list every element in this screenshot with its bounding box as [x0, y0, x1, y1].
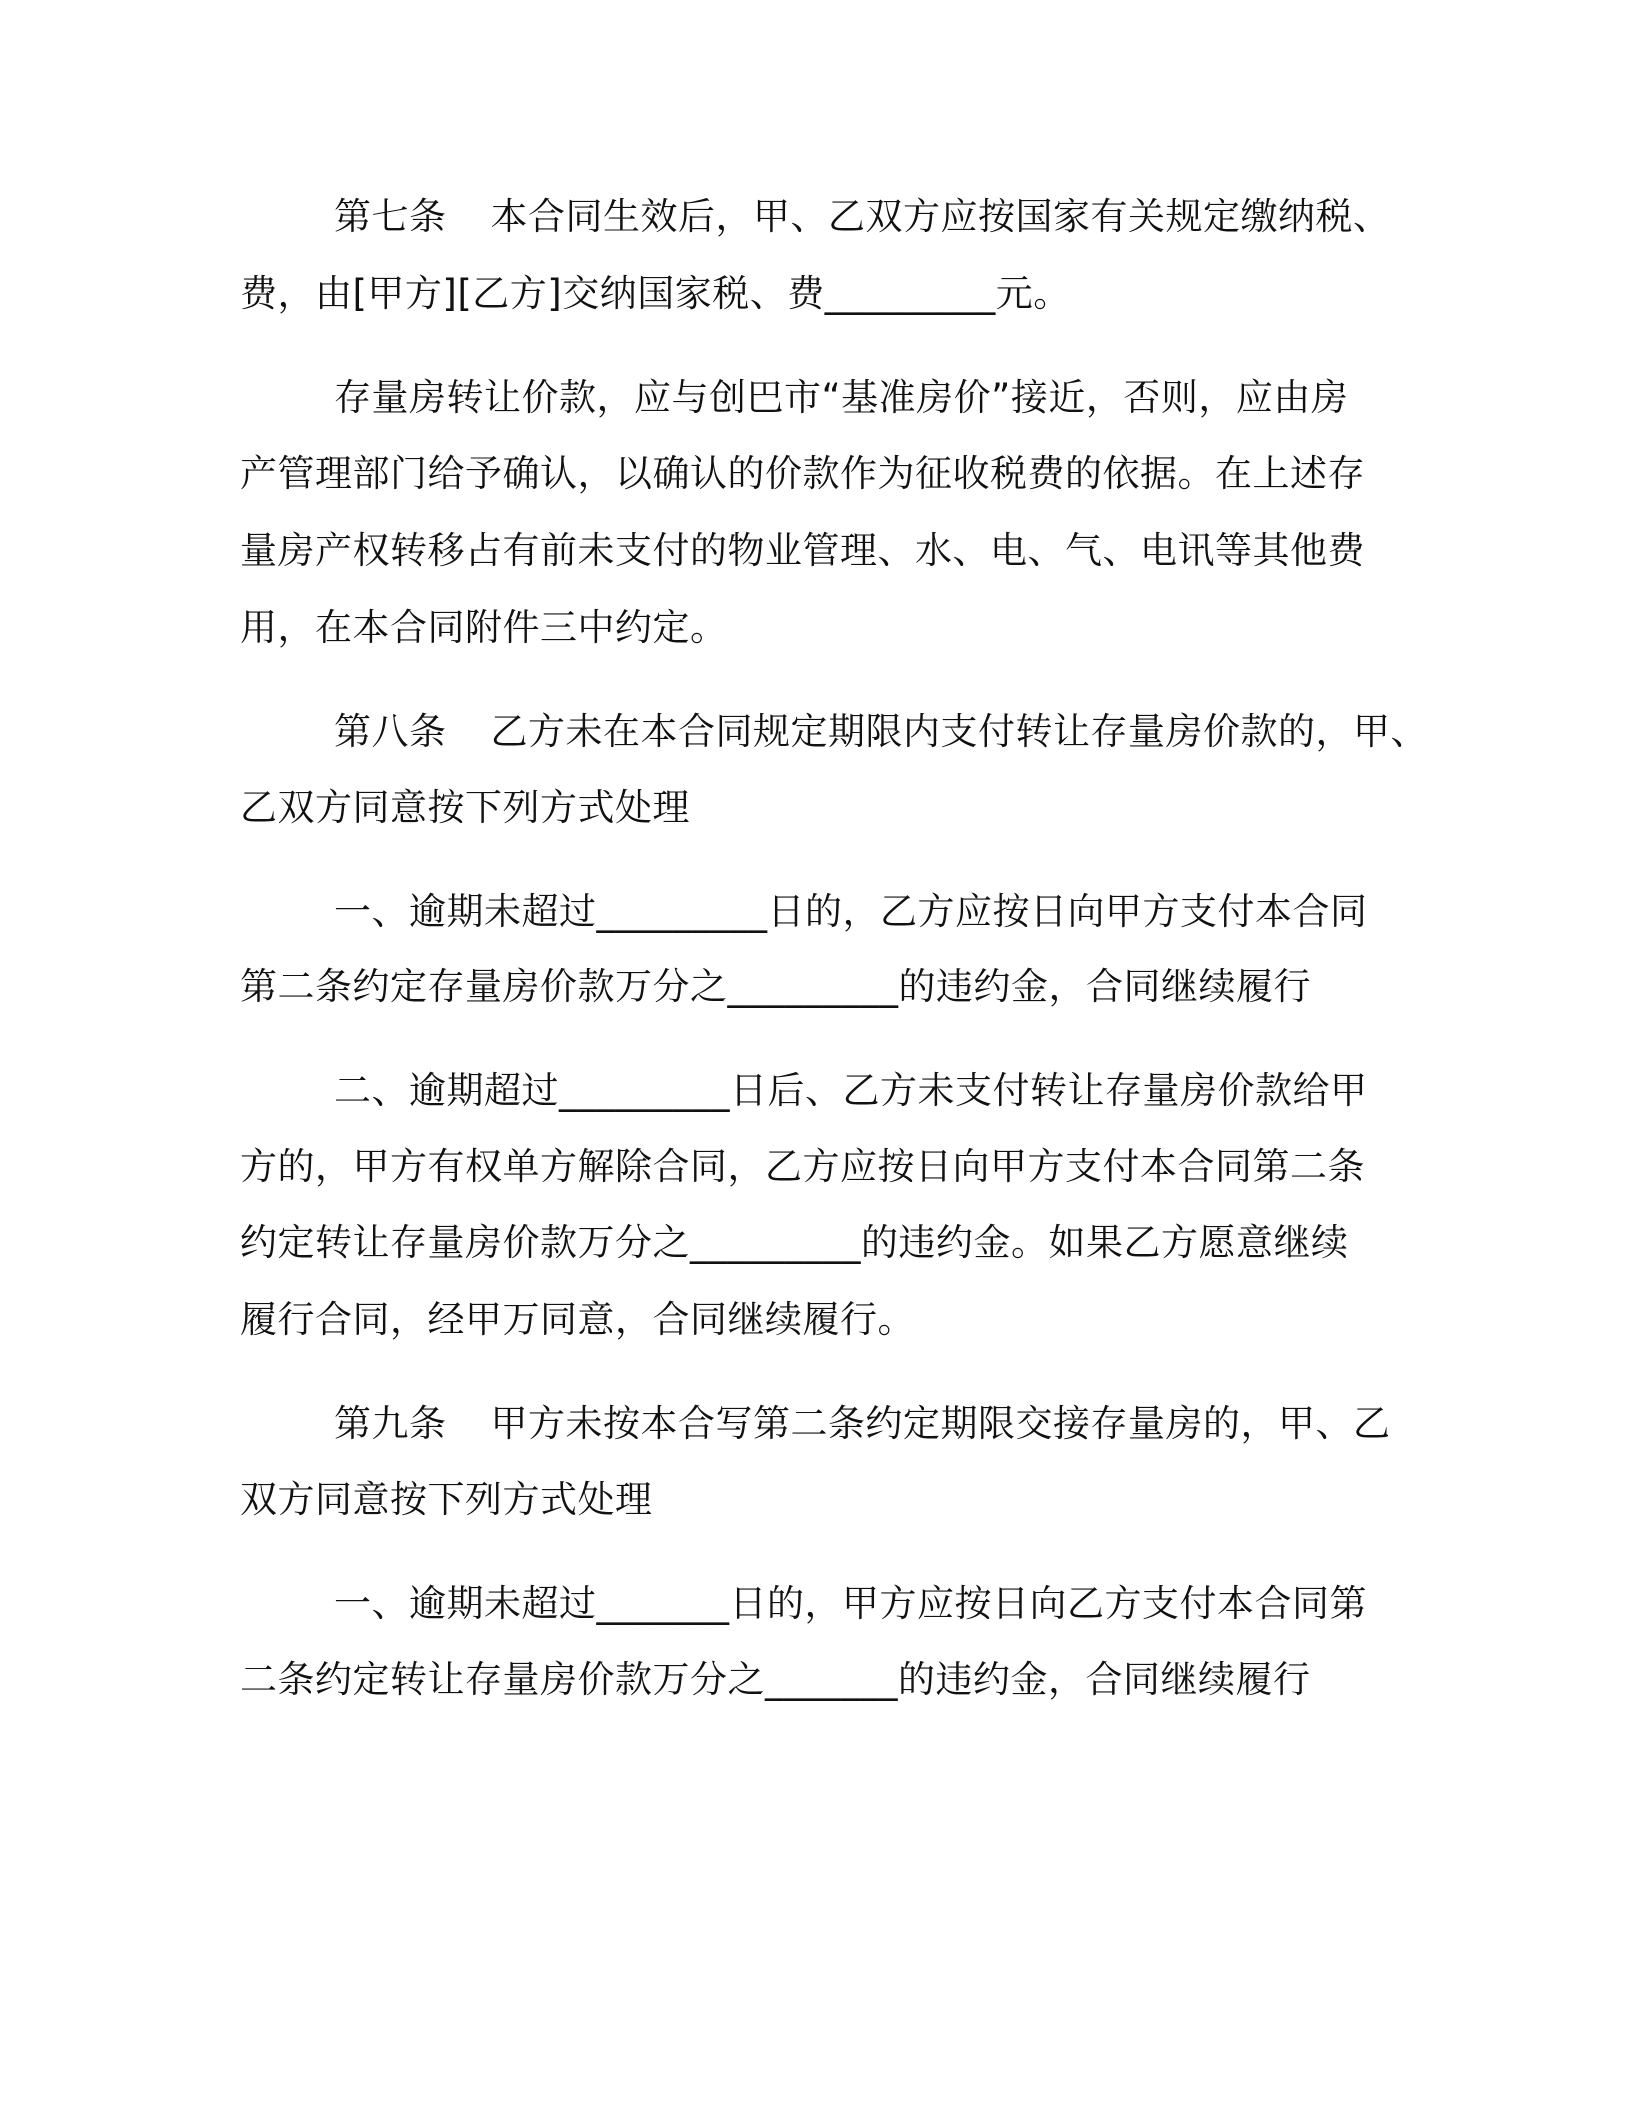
- price-para-line-4: 用，在本合同附件三中约定。: [240, 606, 728, 649]
- price-para-line-3: 量房产权转移占有前未支付的物业管理、水、电、气、电讯等其他费: [240, 529, 1365, 572]
- article-8-item-2-line-2: 方的，甲方有权单方解除合同，乙方应按日向甲方支付本合同第二条: [240, 1145, 1365, 1188]
- article-7-line-2: 费，由[甲方][乙方]交纳国家税、费_________元。: [240, 272, 1071, 315]
- article-8-line-1: [334, 708, 1428, 756]
- article-9-heading: 第九条: [334, 1402, 447, 1445]
- price-para-line-1: 存量房转让价款，应与创巴市“基准房价”接近，否则，应由房: [334, 376, 1349, 419]
- article-8-line-2: 乙双方同意按下列方式处理: [240, 786, 690, 829]
- article-8-item-1-line-2: 第二条约定存量房价款万分之_________的违约金，合同继续履行: [240, 965, 1311, 1008]
- article-8-heading: 第八条: [334, 710, 447, 753]
- article-7-heading: 第七条: [334, 195, 447, 238]
- article-8-text: 乙方未在本合同规定期限内支付转让存量房价款的，甲、: [490, 710, 1428, 753]
- article-8-item-2-line-3: 约定转让存量房价款万分之_________的违约金。如果乙方愿意继续: [240, 1221, 1349, 1264]
- article-8-item-1-line-1: 一、逾期未超过_________日的，乙方应按日向甲方支付本合同: [334, 890, 1368, 933]
- article-9-line-1: [334, 1400, 1391, 1448]
- article-7-text: 本合同生效后，甲、乙双方应按国家有关规定缴纳税、: [490, 195, 1391, 238]
- article-9-item-1-line-1: 一、逾期未超过_______日的，甲方应按日向乙方支付本合同第: [334, 1582, 1367, 1625]
- article-8-item-2-line-1: 二、逾期超过_________日后、乙方未支付转让存量房价款给甲: [334, 1069, 1368, 1112]
- article-9-item-1-line-2: 二条约定转让存量房价款万分之_______的违约金，合同继续履行: [240, 1658, 1311, 1701]
- article-9-text: 甲方未按本合写第二条约定期限交接存量房的，甲、乙: [490, 1402, 1391, 1445]
- article-9-line-2: 双方同意按下列方式处理: [240, 1478, 653, 1521]
- price-para-line-2: 产管理部门给予确认，以确认的价款作为征收税费的依据。在上述存: [240, 452, 1365, 495]
- article-8-item-2-line-4: 履行合同，经甲万同意，合同继续履行。: [240, 1298, 915, 1341]
- article-7-line-1: [334, 193, 1391, 241]
